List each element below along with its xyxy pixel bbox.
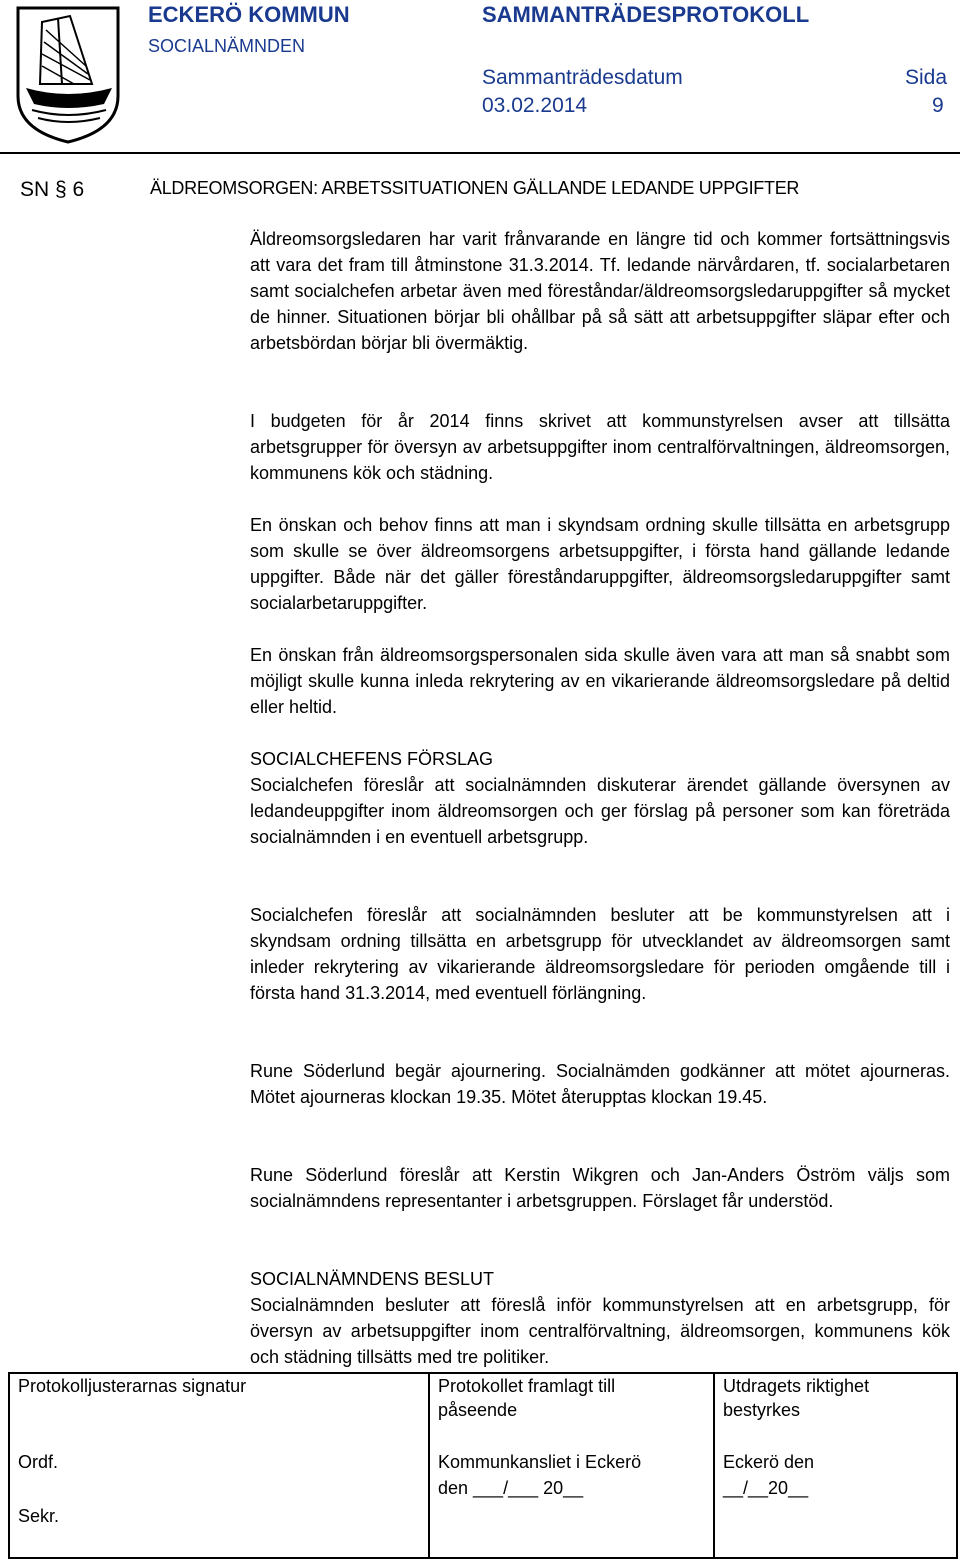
footer-divider-1 (428, 1372, 430, 1559)
extract-label-line1: Utdragets riktighet (723, 1376, 870, 1396)
page-number: 9 (932, 94, 944, 117)
municipality-name: ECKERÖ KOMMUN (148, 2, 350, 27)
presented-label-line2: påseende (438, 1400, 518, 1420)
proposal-paragraph-1: Socialchefen föreslår att socialnämnden diskuterar ärendet gällande översynen av ledandeuppgifter inom äldreomsorgen och ger förslag på personer som kan företräda socialnämnden i en eventuell arbetsgrupp. (250, 775, 950, 847)
paragraph-budget: I budgeten för år 2014 finns skrivet att kommunstyrelsen avser att tillsätta arbetsgrupper för översyn av arbetsuppgifter inom centralförvaltningen, äldreomsorgen, kommunens kök och städning. (250, 411, 950, 483)
decision-heading: SOCIALNÄMNDENS BESLUT (250, 1269, 495, 1289)
place-label: Eckerö den (723, 1452, 815, 1472)
footer-right-border (956, 1372, 958, 1559)
decision-text: Socialnämnden besluter att föreslå inför kommunstyrelsen att en arbetsgrupp, för översyn av arbetsuppgifter inom centralförvaltning, äldreomsorgen, kommunens kök och städning tillsätts med tre politiker. (250, 1295, 950, 1367)
meeting-date-label: Sammanträdesdatum (482, 66, 683, 89)
paragraph-wish-workgroup: En önskan och behov finns att man i skyndsam ordning skulle tillsätta en arbetsgrupp som skulle se över äldreomsorgens arbetsuppgifter, i första hand gällande ledande uppgifter. Både när det gäller föreståndaruppgifter, äldreomsorgsledaruppgifter samt socialarbetaruppgifter. (250, 515, 950, 613)
secretary-label: Sekr. (18, 1506, 60, 1526)
chair-label: Ordf. (18, 1452, 59, 1472)
page-label: Sida (905, 66, 948, 89)
proposal-paragraph-3: Rune Söderlund begär ajournering. Socialnämden godkänner att mötet ajourneras. Mötet ajourneras klockan 19.35. Mötet återupptas klockan 19.45. (250, 1061, 950, 1107)
office-date: den ___/___ 20__ (438, 1478, 584, 1498)
header-divider (0, 152, 960, 154)
paragraph-wish-recruitment: En önskan från äldreomsorgspersonalen sida skulle även vara att man så snabbt som möjligt skulle kunna inleda rekrytering av en vikarierande äldreomsorgsledare på deltid eller heltid. (250, 645, 950, 717)
footer-bottom-border (8, 1557, 958, 1559)
signature-label: Protokolljusterarnas signatur (18, 1376, 247, 1396)
proposal-heading: SOCIALCHEFENS FÖRSLAG (250, 749, 494, 769)
place-date: __/__20__ (723, 1478, 809, 1498)
item-title: ÄLDREOMSORGEN: ARBETSSITUATIONEN GÄLLANDE LEDANDE UPPGIFTER (150, 178, 800, 198)
presented-label-line1: Protokollet framlagt till (438, 1376, 616, 1396)
footer-divider-2 (713, 1372, 715, 1559)
footer-left-border (8, 1372, 10, 1559)
paragraph-situation: Äldreomsorgsledaren har varit frånvarande en längre tid och kommer fortsättningsvis att vara det fram till åtminstone 31.3.2014. Tf. ledande närvårdaren, tf. socialarbetaren samt socialchefen arbetar även med föreståndar/äldreomsorgsledaruppgifter så mycket de hinner. Situationen börjar bli ohållbar på så sätt att arbetsuppgifter släpar efter och arbetsbördan börjar bli övermäktig. (250, 229, 950, 353)
municipal-crest-logo (12, 4, 124, 144)
extract-label-line2: bestyrkes (723, 1400, 801, 1420)
office-name: Kommunkansliet i Eckerö (438, 1452, 642, 1472)
proposal-paragraph-2: Socialchefen föreslår att socialnämnden besluter att be kommunstyrelsen att i skyndsam ordning tillsätta en arbetsgrupp för utvecklandet av äldreomsorgen samt inleder rekrytering av vikarierande äldreomsorgsledare för perioden omgående till i första hand 31.3.2014, med eventuell förlängning. (250, 905, 950, 1003)
document-type: SAMMANTRÄDESPROTOKOLL (482, 2, 810, 27)
committee-name: SOCIALNÄMNDEN (148, 36, 306, 56)
meeting-date: 03.02.2014 (482, 94, 588, 117)
proposal-paragraph-4: Rune Söderlund föreslår att Kerstin Wikgren och Jan-Anders Öström väljs som socialnämndens representanter i arbetsgruppen. Förslaget får understöd. (250, 1165, 950, 1211)
item-number: SN § 6 (20, 178, 85, 201)
